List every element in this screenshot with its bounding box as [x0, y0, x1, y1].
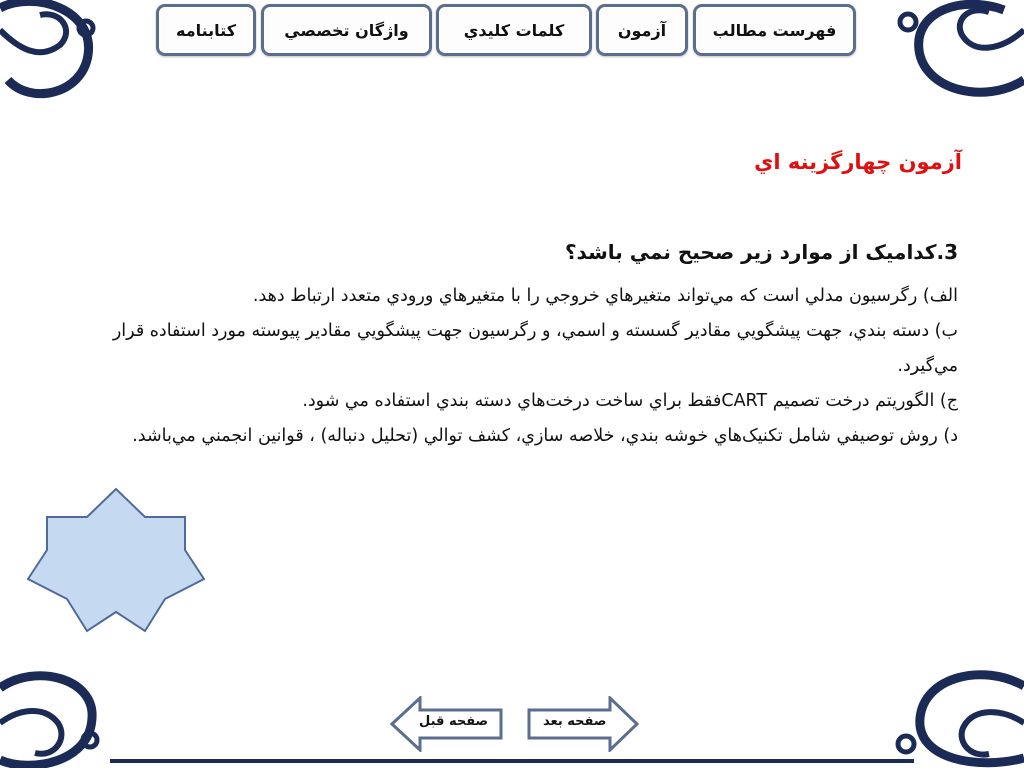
- top-navigation: [156, 4, 856, 60]
- corner-ornament-top-left: [0, 0, 120, 100]
- option-c[interactable]: ج) الگوريتم درخت تصميم CARTفقط براي ساخت درخت‌هاي دسته بندي استفاده مي شود.: [302, 391, 958, 411]
- nav-keywords-button[interactable]: كلمات كليدي: [436, 4, 592, 56]
- answer-options: [52, 279, 958, 454]
- option-a[interactable]: الف) رگرسيون مدلي است كه مي‌تواند متغيرهاي خروجي را با متغيرهاي ورودي متعدد ارتباط دهد.: [252, 286, 958, 306]
- next-page-label: صفحه بعد: [543, 714, 607, 729]
- nav-glossary-button[interactable]: واژگان تخصصي: [261, 4, 432, 56]
- corner-ornament-bottom-left: [0, 668, 120, 768]
- corner-ornament-top-right: [884, 0, 1024, 100]
- nav-table-of-contents-button[interactable]: فهرست مطالب: [693, 4, 856, 56]
- question-text: 3.كداميک از موارد زير صحيح نمي باشد؟: [564, 240, 958, 264]
- bottom-border-line: [0, 756, 1024, 766]
- quiz-title: آزمون چهارگزينه اي: [754, 150, 962, 174]
- nav-bibliography-button[interactable]: كتابنامه: [156, 4, 256, 56]
- nav-quiz-button[interactable]: آزمون: [596, 4, 688, 56]
- star-shape: [27, 488, 205, 634]
- prev-page-label: صفحه قبل: [419, 714, 489, 729]
- corner-ornament-bottom-right: [884, 668, 1024, 768]
- option-d[interactable]: د) روش توصيفي شامل تكنيک‌هاي خوشه بندي، خلاصه سازي، كشف توالي (تحليل دنباله) ، قوانين انجمني مي‌باشد.: [132, 426, 958, 446]
- option-b[interactable]: ب) دسته بندي، جهت پيشگويي مقادير گسسته و اسمي، و رگرسيون جهت پيشگويي مقادير پيوسته مورد استفاده قرار مي‌گيرد.: [112, 321, 958, 376]
